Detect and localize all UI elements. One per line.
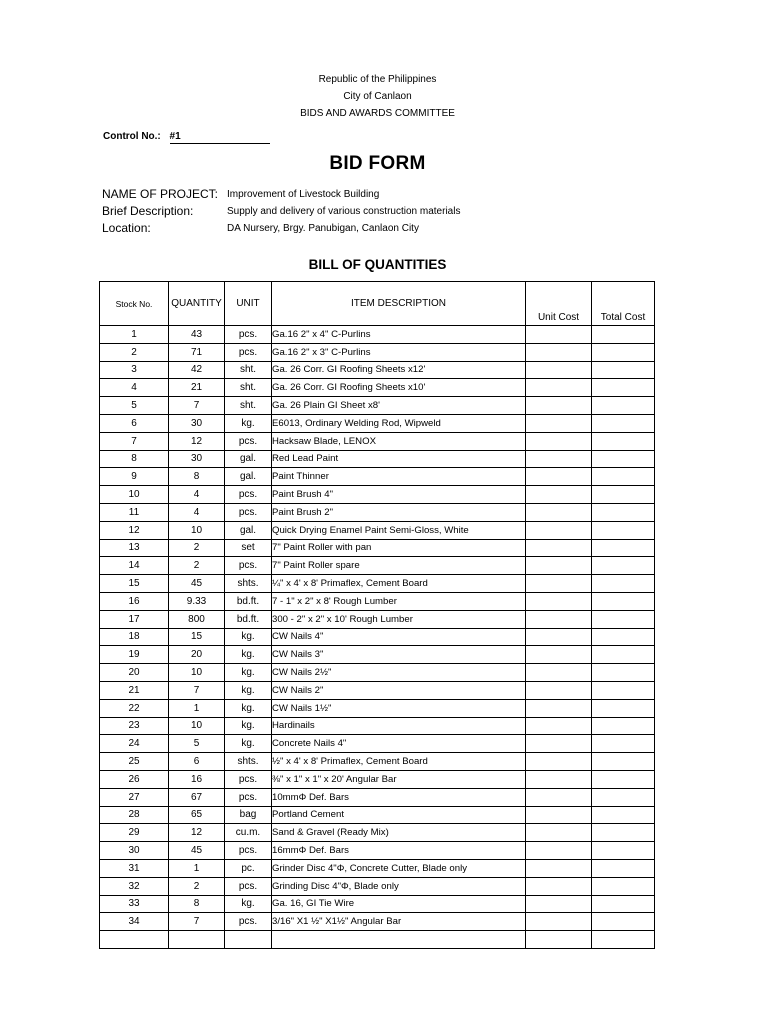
table-row [100, 414, 655, 432]
table-row [100, 326, 655, 344]
quantity-cell: 43 [169, 326, 225, 344]
table-row [100, 859, 655, 877]
unit-cost-cell[interactable] [526, 842, 592, 860]
stock-no-cell: 26 [100, 770, 169, 788]
location-value: DA Nursery, Brgy. Panubigan, Canlaon City [227, 223, 419, 234]
unit-cell: gal. [225, 521, 272, 539]
unit-cost-cell[interactable] [526, 592, 592, 610]
item-description-cell: 7" Paint Roller spare [272, 557, 526, 575]
quantity-cell: 65 [169, 806, 225, 824]
total-cost-cell[interactable] [592, 575, 655, 593]
table-row [100, 753, 655, 771]
total-cost-cell[interactable] [592, 326, 655, 344]
item-description-cell: 10mmΦ Def. Bars [272, 788, 526, 806]
quantity-cell: 7 [169, 681, 225, 699]
unit-cost-cell[interactable] [526, 539, 592, 557]
unit-cost-cell[interactable] [526, 735, 592, 753]
stock-no-cell: 12 [100, 521, 169, 539]
quantity-cell: 16 [169, 770, 225, 788]
table-row [100, 432, 655, 450]
quantity-cell: 30 [169, 414, 225, 432]
quantity-cell: 9.33 [169, 592, 225, 610]
table-row [100, 646, 655, 664]
item-description-cell: Paint Brush 4" [272, 486, 526, 504]
table-row [100, 824, 655, 842]
total-cost-cell[interactable] [592, 824, 655, 842]
item-description-cell: 3/16" X1 ½" X1½" Angular Bar [272, 913, 526, 931]
table-row [100, 575, 655, 593]
stock-no-cell: 13 [100, 539, 169, 557]
table-row [100, 521, 655, 539]
stock-no-cell: 23 [100, 717, 169, 735]
header-quantity: QUANTITY [169, 282, 225, 326]
quantity-cell: 12 [169, 824, 225, 842]
stock-no-cell: 8 [100, 450, 169, 468]
brief-description-label: Brief Description: [102, 204, 194, 218]
unit-cell: pcs. [225, 343, 272, 361]
item-description-cell: Portland Cement [272, 806, 526, 824]
item-description-cell: CW Nails 3" [272, 646, 526, 664]
project-name-label: NAME OF PROJECT: [102, 187, 219, 201]
stock-no-cell: 31 [100, 859, 169, 877]
stock-no-cell: 1 [100, 326, 169, 344]
unit-cell: bd.ft. [225, 610, 272, 628]
table-spacer-row [100, 931, 655, 949]
total-cost-cell[interactable] [592, 717, 655, 735]
header-republic: Republic of the Philippines [318, 74, 437, 85]
total-cost-cell[interactable] [592, 432, 655, 450]
spacer-cell [169, 931, 225, 949]
total-cost-cell[interactable] [592, 486, 655, 504]
quantity-cell: 67 [169, 788, 225, 806]
quantity-cell: 4 [169, 503, 225, 521]
unit-cell: pcs. [225, 842, 272, 860]
quantity-cell: 2 [169, 877, 225, 895]
item-description-cell: Grinder Disc 4"Φ, Concrete Cutter, Blade only [272, 859, 526, 877]
unit-cost-cell[interactable] [526, 468, 592, 486]
header-unit-cost: Unit Cost [526, 282, 592, 326]
quantity-cell: 21 [169, 379, 225, 397]
quantity-cell: 6 [169, 753, 225, 771]
quantity-cell: 15 [169, 628, 225, 646]
stock-no-cell: 34 [100, 913, 169, 931]
item-description-cell: Paint Brush 2" [272, 503, 526, 521]
total-cost-cell[interactable] [592, 788, 655, 806]
unit-cell: gal. [225, 468, 272, 486]
quantity-cell: 12 [169, 432, 225, 450]
total-cost-cell[interactable] [592, 503, 655, 521]
unit-cell: kg. [225, 717, 272, 735]
quantity-cell: 7 [169, 913, 225, 931]
total-cost-cell[interactable] [592, 913, 655, 931]
unit-cost-cell[interactable] [526, 557, 592, 575]
table-row [100, 503, 655, 521]
stock-no-cell: 33 [100, 895, 169, 913]
stock-no-cell: 2 [100, 343, 169, 361]
table-row [100, 539, 655, 557]
item-description-cell: CW Nails 2½" [272, 664, 526, 682]
unit-cost-cell[interactable] [526, 681, 592, 699]
quantity-cell: 45 [169, 842, 225, 860]
item-description-cell: Paint Thinner [272, 468, 526, 486]
unit-cost-cell[interactable] [526, 770, 592, 788]
unit-cell: kg. [225, 735, 272, 753]
unit-cell: shts. [225, 575, 272, 593]
unit-cost-cell[interactable] [526, 824, 592, 842]
total-cost-cell[interactable] [592, 895, 655, 913]
stock-no-cell: 6 [100, 414, 169, 432]
stock-no-cell: 30 [100, 842, 169, 860]
header-city: City of Canlaon [343, 91, 412, 102]
unit-cost-cell[interactable] [526, 432, 592, 450]
stock-no-cell: 16 [100, 592, 169, 610]
item-description-cell: 16mmΦ Def. Bars [272, 842, 526, 860]
quantity-cell: 7 [169, 397, 225, 415]
quantity-cell: 1 [169, 699, 225, 717]
spacer-cell [225, 931, 272, 949]
item-description-cell: Grinding Disc 4"Φ, Blade only [272, 877, 526, 895]
brief-description-value: Supply and delivery of various construction materials [227, 206, 461, 217]
unit-cell: kg. [225, 681, 272, 699]
unit-cost-cell[interactable] [526, 806, 592, 824]
spacer-cell [592, 931, 655, 949]
unit-cost-cell[interactable] [526, 379, 592, 397]
total-cost-cell[interactable] [592, 877, 655, 895]
table-row [100, 877, 655, 895]
table-row [100, 343, 655, 361]
page-title: BID FORM [329, 153, 426, 174]
table-row [100, 664, 655, 682]
quantity-cell: 1 [169, 859, 225, 877]
unit-cost-cell[interactable] [526, 913, 592, 931]
unit-cell: shts. [225, 753, 272, 771]
item-description-cell: Hacksaw Blade, LENOX [272, 432, 526, 450]
item-description-cell: ¼" x 4' x 8' Primaflex, Cement Board [272, 575, 526, 593]
stock-no-cell: 27 [100, 788, 169, 806]
unit-cell: sht. [225, 361, 272, 379]
item-description-cell: Concrete Nails 4" [272, 735, 526, 753]
total-cost-cell[interactable] [592, 610, 655, 628]
quantity-cell: 42 [169, 361, 225, 379]
table-row [100, 681, 655, 699]
total-cost-cell[interactable] [592, 557, 655, 575]
unit-cell: pcs. [225, 788, 272, 806]
table-row [100, 610, 655, 628]
unit-cost-cell[interactable] [526, 397, 592, 415]
table-row [100, 913, 655, 931]
item-description-cell: ½" x 4' x 8' Primaflex, Cement Board [272, 753, 526, 771]
stock-no-cell: 25 [100, 753, 169, 771]
unit-cell: kg. [225, 628, 272, 646]
unit-cost-cell[interactable] [526, 859, 592, 877]
stock-no-cell: 20 [100, 664, 169, 682]
item-description-cell: 7 - 1" x 2" x 8' Rough Lumber [272, 592, 526, 610]
table-row [100, 468, 655, 486]
total-cost-cell[interactable] [592, 468, 655, 486]
unit-cost-cell[interactable] [526, 753, 592, 771]
item-description-cell: Ga. 26 Corr. GI Roofing Sheets x10' [272, 379, 526, 397]
quantity-cell: 800 [169, 610, 225, 628]
item-description-cell: Ga.16 2" x 4" C-Purlins [272, 326, 526, 344]
quantity-cell: 4 [169, 486, 225, 504]
header-stock-no: Stock No. [100, 282, 169, 326]
quantity-cell: 5 [169, 735, 225, 753]
total-cost-cell[interactable] [592, 628, 655, 646]
spacer-cell [526, 931, 592, 949]
quantity-cell: 10 [169, 521, 225, 539]
unit-cell: pcs. [225, 770, 272, 788]
header-unit: UNIT [225, 282, 272, 326]
unit-cost-cell[interactable] [526, 361, 592, 379]
item-description-cell: CW Nails 4" [272, 628, 526, 646]
item-description-cell: Hardinails [272, 717, 526, 735]
table-row [100, 361, 655, 379]
control-number-label: Control No.: [103, 131, 161, 142]
total-cost-cell[interactable] [592, 753, 655, 771]
unit-cell: sht. [225, 379, 272, 397]
unit-cell: kg. [225, 646, 272, 664]
stock-no-cell: 9 [100, 468, 169, 486]
table-row [100, 628, 655, 646]
unit-cost-cell[interactable] [526, 877, 592, 895]
item-description-cell: Sand & Gravel (Ready Mix) [272, 824, 526, 842]
quantity-cell: 10 [169, 664, 225, 682]
stock-no-cell: 4 [100, 379, 169, 397]
quantity-cell: 2 [169, 539, 225, 557]
table-row [100, 895, 655, 913]
unit-cost-cell[interactable] [526, 414, 592, 432]
total-cost-cell[interactable] [592, 842, 655, 860]
total-cost-cell[interactable] [592, 592, 655, 610]
total-cost-cell[interactable] [592, 681, 655, 699]
unit-cost-cell[interactable] [526, 450, 592, 468]
unit-cost-cell[interactable] [526, 717, 592, 735]
table-row [100, 788, 655, 806]
header-item-description: ITEM DESCRIPTION [272, 282, 526, 326]
item-description-cell: Ga.16 2" x 3" C-Purlins [272, 343, 526, 361]
unit-cost-cell[interactable] [526, 628, 592, 646]
unit-cell: pcs. [225, 326, 272, 344]
stock-no-cell: 18 [100, 628, 169, 646]
table-row [100, 717, 655, 735]
total-cost-cell[interactable] [592, 397, 655, 415]
section-title: BILL OF QUANTITIES [308, 257, 447, 272]
table-row [100, 735, 655, 753]
table-row [100, 486, 655, 504]
spacer-cell [272, 931, 526, 949]
table-row [100, 397, 655, 415]
quantity-cell: 30 [169, 450, 225, 468]
unit-cell: set [225, 539, 272, 557]
item-description-cell: CW Nails 1½" [272, 699, 526, 717]
unit-cost-cell[interactable] [526, 699, 592, 717]
total-cost-cell[interactable] [592, 664, 655, 682]
unit-cell: bd.ft. [225, 592, 272, 610]
unit-cell: kg. [225, 664, 272, 682]
stock-no-cell: 3 [100, 361, 169, 379]
stock-no-cell: 11 [100, 503, 169, 521]
quantity-cell: 10 [169, 717, 225, 735]
table-header-row [100, 282, 655, 326]
unit-cell: kg. [225, 414, 272, 432]
stock-no-cell: 19 [100, 646, 169, 664]
total-cost-cell[interactable] [592, 343, 655, 361]
unit-cost-cell[interactable] [526, 610, 592, 628]
item-description-cell: 7" Paint Roller with pan [272, 539, 526, 557]
location-label: Location: [102, 221, 151, 235]
item-description-cell: ⅜" x 1" x 1" x 20' Angular Bar [272, 770, 526, 788]
stock-no-cell: 21 [100, 681, 169, 699]
item-description-cell: Quick Drying Enamel Paint Semi-Gloss, White [272, 521, 526, 539]
unit-cost-cell[interactable] [526, 788, 592, 806]
total-cost-cell[interactable] [592, 646, 655, 664]
unit-cell: kg. [225, 895, 272, 913]
total-cost-cell[interactable] [592, 735, 655, 753]
stock-no-cell: 7 [100, 432, 169, 450]
unit-cell: pc. [225, 859, 272, 877]
stock-no-cell: 10 [100, 486, 169, 504]
quantity-cell: 20 [169, 646, 225, 664]
unit-cell: pcs. [225, 432, 272, 450]
unit-cell: kg. [225, 699, 272, 717]
stock-no-cell: 14 [100, 557, 169, 575]
table-row [100, 770, 655, 788]
total-cost-cell[interactable] [592, 539, 655, 557]
unit-cell: gal. [225, 450, 272, 468]
table-row [100, 699, 655, 717]
unit-cell: pcs. [225, 503, 272, 521]
unit-cell: pcs. [225, 913, 272, 931]
unit-cost-cell[interactable] [526, 486, 592, 504]
table-row [100, 592, 655, 610]
unit-cell: cu.m. [225, 824, 272, 842]
quantity-cell: 2 [169, 557, 225, 575]
item-description-cell: CW Nails 2" [272, 681, 526, 699]
unit-cell: pcs. [225, 877, 272, 895]
stock-no-cell: 32 [100, 877, 169, 895]
item-description-cell: Ga. 26 Plain GI Sheet x8' [272, 397, 526, 415]
stock-no-cell: 22 [100, 699, 169, 717]
unit-cost-cell[interactable] [526, 664, 592, 682]
unit-cell: sht. [225, 397, 272, 415]
total-cost-cell[interactable] [592, 450, 655, 468]
total-cost-cell[interactable] [592, 414, 655, 432]
item-description-cell: Red Lead Paint [272, 450, 526, 468]
table-row [100, 379, 655, 397]
unit-cell: bag [225, 806, 272, 824]
total-cost-cell[interactable] [592, 806, 655, 824]
total-cost-cell[interactable] [592, 859, 655, 877]
stock-no-cell: 15 [100, 575, 169, 593]
item-description-cell: Ga. 16, GI Tie Wire [272, 895, 526, 913]
table-row [100, 450, 655, 468]
bill-of-quantities-table [99, 281, 655, 949]
unit-cost-cell[interactable] [526, 521, 592, 539]
total-cost-cell[interactable] [592, 521, 655, 539]
item-description-cell: Ga. 26 Corr. GI Roofing Sheets x12' [272, 361, 526, 379]
stock-no-cell: 28 [100, 806, 169, 824]
unit-cost-cell[interactable] [526, 575, 592, 593]
stock-no-cell: 17 [100, 610, 169, 628]
unit-cell: pcs. [225, 486, 272, 504]
unit-cost-cell[interactable] [526, 646, 592, 664]
unit-cost-cell[interactable] [526, 503, 592, 521]
table-row [100, 842, 655, 860]
total-cost-cell[interactable] [592, 699, 655, 717]
unit-cost-cell[interactable] [526, 343, 592, 361]
quantity-cell: 8 [169, 895, 225, 913]
header-total-cost: Total Cost [592, 282, 655, 326]
unit-cost-cell[interactable] [526, 895, 592, 913]
item-description-cell: 300 - 2" x 2" x 10' Rough Lumber [272, 610, 526, 628]
unit-cell: pcs. [225, 557, 272, 575]
stock-no-cell: 24 [100, 735, 169, 753]
total-cost-cell[interactable] [592, 379, 655, 397]
control-number [103, 131, 270, 144]
stock-no-cell: 5 [100, 397, 169, 415]
item-description-cell: E6013, Ordinary Welding Rod, Wipweld [272, 414, 526, 432]
table-row [100, 557, 655, 575]
table-row [100, 806, 655, 824]
unit-cost-cell[interactable] [526, 326, 592, 344]
total-cost-cell[interactable] [592, 770, 655, 788]
total-cost-cell[interactable] [592, 361, 655, 379]
quantity-cell: 71 [169, 343, 225, 361]
control-number-value: #1 [170, 131, 270, 144]
spacer-cell [100, 931, 169, 949]
stock-no-cell: 29 [100, 824, 169, 842]
header-committee: BIDS AND AWARDS COMMITTEE [300, 108, 455, 119]
quantity-cell: 8 [169, 468, 225, 486]
project-name-value: Improvement of Livestock Building [227, 189, 380, 200]
quantity-cell: 45 [169, 575, 225, 593]
